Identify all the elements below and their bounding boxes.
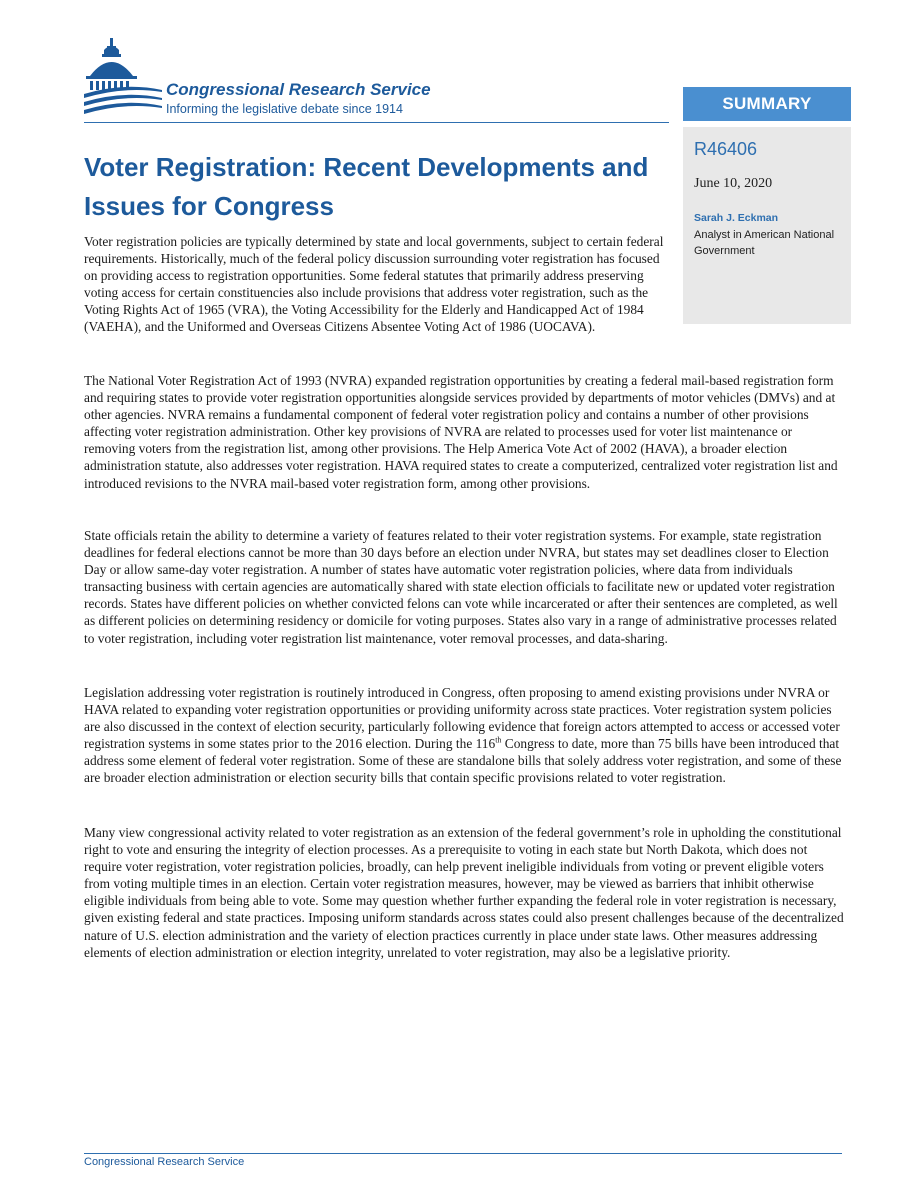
summary-sidebar <box>683 87 851 324</box>
paragraph-4-text-a: Legislation addressing voter registration is routinely introduced in Congress, often proposing to amend existing provisions under NVRA or HAVA related to expanding voter registration opportunities or providing uniformity across state practices. Voter registration system policies are also discussed in the context of election security, particularly following evidence that foreign actors attempted to access or accessed voter registration systems in some states prior to the 2016 election. During the 116 <box>84 685 840 752</box>
summary-paragraph-1: Voter registration policies are typically determined by state and local governments, subject to certain federal requirements. Historically, much of the federal policy discussion surrounding voter registration has focused on providing access to registration opportunities. Some federal statutes that primarily address preserving voting access for certain constituencies also include provisions that address voter registration, such as the Voting Rights Act of 1965 (VRA), the Voting Accessibility for the Elderly and Handicapped Act of 1984 (VAEHA), and the Uniformed and Overseas Citizens Absentee Voting Act of 1986 (UOCAVA). <box>84 234 664 335</box>
summary-paragraph-5: Many view congressional activity related to voter registration as an extension of the federal government’s role in upholding the constitutional right to vote and ensuring the integrity of election processes. As a prerequisite to voting in each state but North Dakota, which does not require voter registration, voter registration policies, broadly, can help prevent ineligible individuals from voting or prevent eligible voters from voting multiple times in an election. Certain voter registration measures, however, may be viewed as barriers that inhibit otherwise eligible individuals from being able to vote. Some may question whether further expanding the federal role in voter registration is necessary, given existing federal and state practices. Imposing uniform standards across states could also present challenges because of the decentralized nature of U.S. election administration and the variety of election practices currently in place under state laws. Other measures addressing elements of election administration or election integrity, unrelated to voter registration, may also be a legislative priority. <box>84 825 844 960</box>
author-name: Sarah J. Eckman <box>694 212 779 224</box>
header-divider <box>84 122 669 123</box>
capitol-dome-icon <box>84 34 164 118</box>
report-number: R46406 <box>694 139 758 159</box>
crs-logo <box>84 34 484 124</box>
footer-divider <box>84 1153 842 1154</box>
page-title: Voter Registration: Recent Developments and Issues for Congress <box>84 152 649 221</box>
paragraph-4-text-b: Congress to date, more than 75 bills have been introduced that address some element of federal voter registration. Some of these are standalone bills that solely address voter registration, and some of these are broader election administration or election security bills that contain specific provisions related to voter registration. <box>84 736 842 786</box>
report-date: June 10, 2020 <box>694 176 773 191</box>
org-name: Congressional Research Service <box>166 80 431 99</box>
footer-org-name: Congressional Research Service <box>84 1156 245 1168</box>
summary-paragraph-3: State officials retain the ability to determine a variety of features related to their voter registration systems. For example, state registration deadlines for federal elections cannot be more than 30 days before an election under NVRA, but states may set deadlines closer to Election Day or allow same-day voter registration. A number of states have automatic voter registration policies, where data from individuals transacting business with certain agencies are automatically shared with state election officials to facilitate new or updated voter registration records. States have different policies on whether convicted felons can vote while incarcerated or after their sentences are completed, as well as different policies on determining residency or domicile for voting purposes. States also vary in a range of administrative processes related to voter registration, including voter registration list maintenance, voter removal processes, and data-sharing. <box>84 528 838 646</box>
ordinal-suffix: th <box>495 735 502 745</box>
summary-info-box <box>683 127 851 324</box>
summary-paragraph-4 <box>84 684 844 787</box>
summary-heading: SUMMARY <box>683 87 851 121</box>
org-tagline: Informing the legislative debate since 1914 <box>166 102 403 116</box>
author-title: Analyst in American National Government <box>694 229 835 257</box>
summary-paragraph-2: The National Voter Registration Act of 1993 (NVRA) expanded registration opportunities by creating a federal mail-based registration form and requiring states to provide voter registration opportunities alongside services provided by departments of motor vehicles (DMVs) and at other agencies. NVRA remains a fundamental component of federal voter registration policy and contains a number of other provisions affecting voter registration administration. Other key provisions of NVRA are related to processes used for voter list maintenance or removing voters from the registration list, among other provisions. The Help America Vote Act of 2002 (HAVA), a broader election administration statute, also addresses voter registration. HAVA required states to create a computerized, centralized voter registration list and introduced revisions to the NVRA mail-based voter registration form, among other provisions. <box>84 373 838 491</box>
